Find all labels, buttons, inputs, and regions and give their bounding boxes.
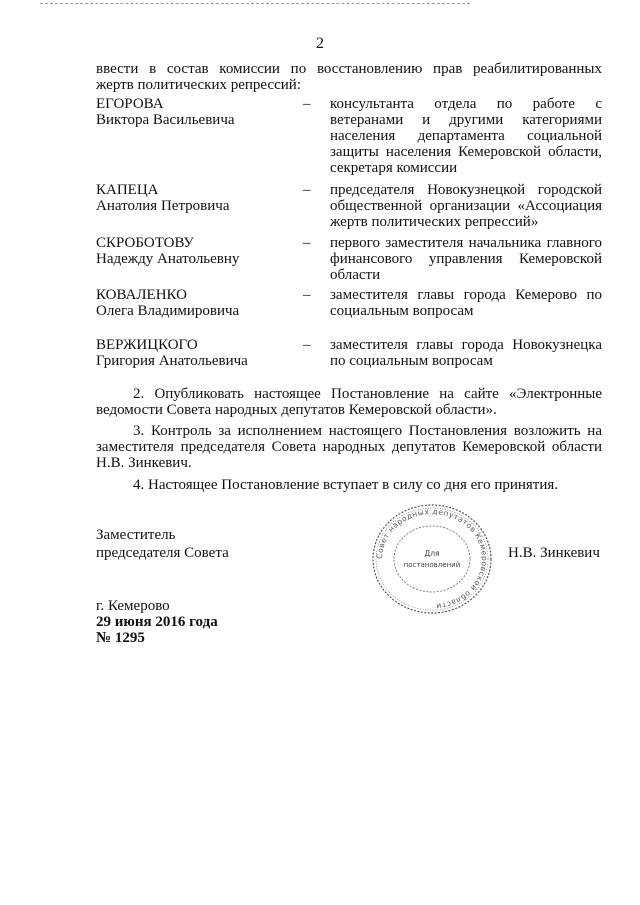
member-1-role-line-5: секретаря комиссии	[330, 160, 458, 176]
member-2-surname: КАПЕЦА	[96, 182, 159, 198]
document-number: № 1295	[96, 630, 145, 646]
stamp-center-line-1: Для	[424, 549, 440, 558]
official-stamp	[368, 500, 496, 618]
member-1-role-line-1: консультанта отдела по работе с	[330, 96, 602, 112]
date: 29 июня 2016 года	[96, 614, 218, 630]
page-number: 2	[316, 35, 324, 52]
scan-top-line	[40, 3, 470, 4]
member-4-surname: КОВАЛЕНКО	[96, 287, 187, 303]
member-5-dash: –	[303, 337, 311, 353]
signatory-title-line-1: Заместитель	[96, 527, 176, 543]
clause-3-line-3: Н.В. Зинкевич.	[96, 455, 192, 471]
member-3-surname: СКРОБОТОВУ	[96, 235, 194, 251]
member-1-role-line-2: ветеранами и другими категориями	[330, 112, 602, 128]
member-4-role-line-1: заместителя главы города Кемерово по	[330, 287, 602, 303]
member-5-role-line-2: по социальным вопросам	[330, 353, 493, 369]
member-1-surname: ЕГОРОВА	[96, 96, 164, 112]
member-4-given-names: Олега Владимировича	[96, 303, 240, 319]
member-5-surname: ВЕРЖИЦКОГО	[96, 337, 198, 353]
member-1-dash: –	[303, 96, 311, 112]
member-2-given-names: Анатолия Петровича	[96, 198, 230, 214]
member-2-dash: –	[303, 182, 311, 198]
member-3-role-line-1: первого заместителя начальника главного	[330, 235, 602, 251]
member-4-role-line-2: социальным вопросам	[330, 303, 474, 319]
member-3-role-line-3: области	[330, 267, 381, 283]
member-1-role-line-3: населения департамента социальной	[330, 128, 602, 144]
clause-3-line-2: заместителя председателя Совета народных депутатов Кемеровской области	[96, 439, 602, 455]
member-3-role-line-2: финансового управления Кемеровской	[330, 251, 602, 267]
member-4-dash: –	[303, 287, 311, 303]
member-5-role-line-1: заместителя главы города Новокузнецка	[330, 337, 602, 353]
member-3-dash: –	[303, 235, 311, 251]
place: г. Кемерово	[96, 598, 170, 614]
member-2-role-line-2: общественной организации «Ассоциация	[330, 198, 602, 214]
member-3-given-names: Надежду Анатольевну	[96, 251, 240, 267]
signatory-title-line-2: председателя Совета	[96, 545, 229, 561]
member-2-role-line-3: жертв политических репрессий»	[330, 214, 539, 230]
member-5-given-names: Григория Анатольевича	[96, 353, 248, 369]
clause-4-line-1: 4. Настоящее Постановление вступает в силу со дня его принятия.	[133, 477, 559, 493]
intro-line-1: ввести в состав комиссии по восстановлению прав реабилитированных	[96, 61, 602, 77]
member-1-role-line-4: защиты населения Кемеровской области,	[330, 144, 602, 160]
member-1-given-names: Виктора Васильевича	[96, 112, 235, 128]
stamp-ring-text: Совет народных депутатов Кемеровской области	[374, 506, 490, 611]
clause-2-line-2: ведомости Совета народных депутатов Кемеровской области».	[96, 402, 497, 418]
member-2-role-line-1: председателя Новокузнецкой городской	[330, 182, 602, 198]
signatory-name: Н.В. Зинкевич	[508, 545, 600, 561]
intro-line-2: жертв политических репрессий:	[96, 77, 301, 93]
clause-2-line-1: 2. Опубликовать настоящее Постановление на сайте «Электронные	[133, 386, 602, 402]
stamp-center-line-2: постановлений	[403, 561, 461, 569]
svg-text:Совет народных депутатов Кемер	[375, 507, 489, 611]
clause-3-line-1: 3. Контроль за исполнением настоящего Постановления возложить на	[133, 423, 602, 439]
